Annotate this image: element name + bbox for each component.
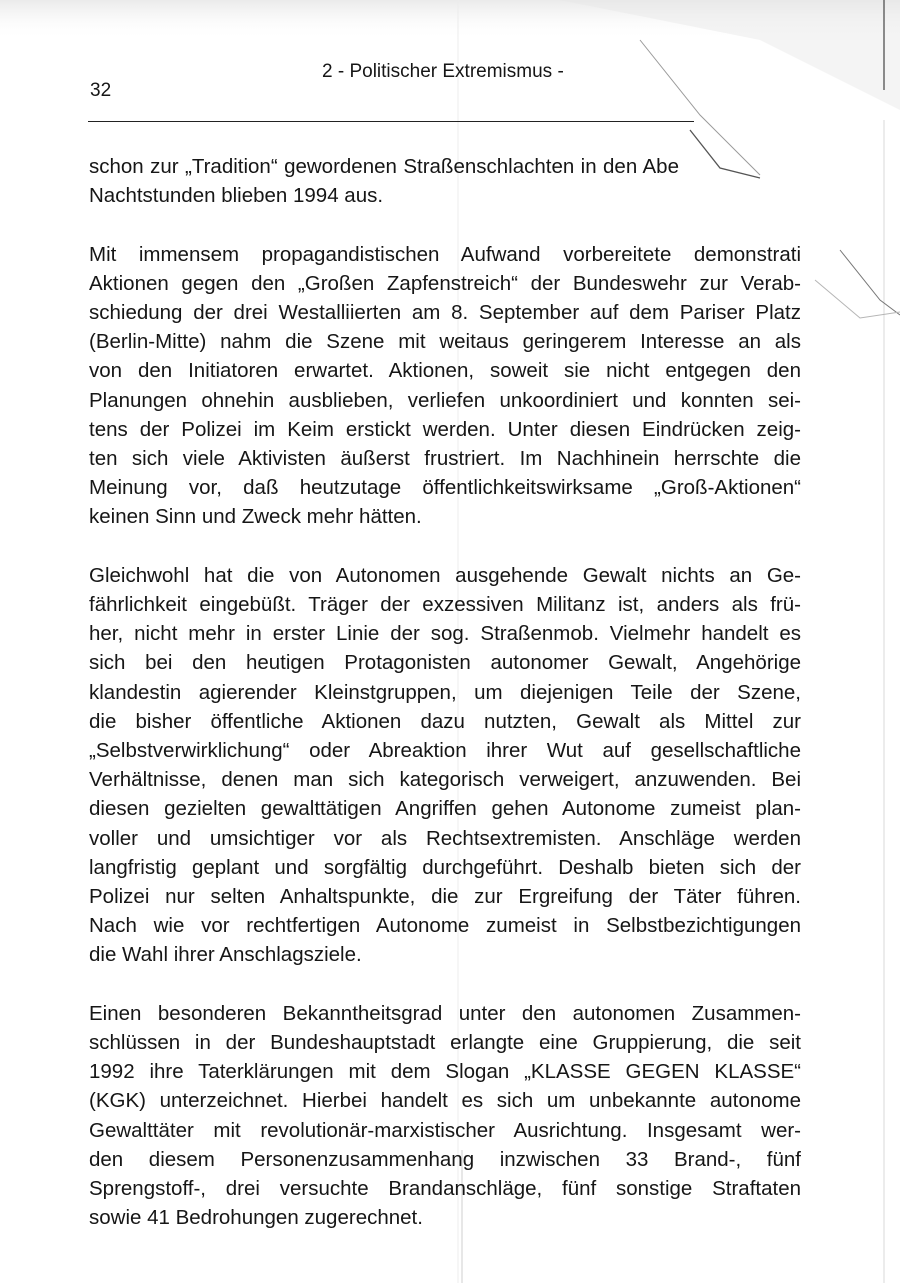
text-line: sowie 41 Bedrohungen zugerechnet.: [89, 1206, 423, 1230]
text-line: tens der Polizei im Keim erstickt werden. Unter diesen Eindrücken zeig-: [89, 417, 801, 441]
header-rule: [88, 121, 694, 122]
text-line: von den Initiatoren erwartet. Aktionen, soweit sie nicht entgegen den: [89, 359, 801, 383]
paragraph: [89, 240, 801, 532]
text-line: Planungen ohnehin ausblieben, verliefen unkoordiniert und konnten sei-: [89, 388, 801, 412]
text-line: Meinung vor, daß heutzutage öffentlichkeitswirksame „Groß-Aktionen“: [89, 476, 801, 500]
text-line: „Selbstverwirklichung“ oder Abreaktion ihrer Wut auf gesellschaftliche: [89, 739, 801, 763]
text-line: schiedung der drei Westalliierten am 8. September auf dem Pariser Platz: [89, 301, 801, 324]
text-line: Gleichwohl hat die von Autonomen ausgehende Gewalt nichts an Ge-: [89, 563, 801, 587]
text-line: Mit immensem propagandistischen Aufwand vorbereitete demonstrati: [89, 242, 801, 266]
text-line: Einen besonderen Bekanntheitsgrad unter den autonomen Zusammen-: [89, 1001, 801, 1025]
paragraph: [89, 561, 801, 970]
text-line: (KGK) unterzeichnet. Hierbei handelt es sich um unbekannte autonome: [89, 1089, 801, 1113]
running-head: 2 - Politischer Extremismus -: [322, 61, 564, 82]
paragraph: [89, 999, 801, 1233]
text-line: Sprengstoff-, drei versuchte Brandanschläge, fünf sonstige Straftaten: [89, 1177, 801, 1201]
text-line: her, nicht mehr in erster Linie der sog. Straßenmob. Vielmehr handelt es: [89, 622, 801, 646]
text-line: sich bei den heutigen Protagonisten autonomer Gewalt, Angehörige: [89, 651, 801, 675]
text-line: Verhältnisse, denen man sich kategorisch verweigert, anzuwenden. Bei: [89, 768, 801, 792]
text-line: (Berlin-Mitte) nahm die Szene mit weitaus geringerem Interesse an als: [89, 330, 801, 354]
text-line: den diesem Personenzusammenhang inzwischen 33 Brand-, fünf: [89, 1147, 801, 1171]
text-line: 1992 ihre Taterklärungen mit dem Slogan „KLASSE GEGEN KLASSE“: [89, 1060, 801, 1084]
text-line: Nach wie vor rechtfertigen Autonome zumeist in Selbstbezichtigungen: [89, 914, 801, 938]
text-line: schon zur „Tradition“ gewordenen Straßenschlachten in den Abe: [89, 155, 679, 178]
paragraph: [89, 152, 801, 210]
text-line: fährlichkeit eingebüßt. Träger der exzessiven Militanz ist, anders als frü-: [89, 593, 801, 617]
text-line: ten sich viele Aktivisten äußerst frustriert. Im Nachhinein herrschte die: [89, 447, 801, 471]
text-line: voller und umsichtiger vor als Rechtsextremisten. Anschläge werden: [89, 826, 801, 850]
text-line: diesen gezielten gewalttätigen Angriffen gehen Autonome zumeist plan-: [89, 797, 801, 821]
text-line: langfristig geplant und sorgfältig durchgeführt. Deshalb bieten sich der: [89, 855, 801, 879]
body-text: [89, 152, 801, 1262]
text-line: schlüssen in der Bundeshauptstadt erlangte eine Gruppierung, die seit: [89, 1031, 801, 1055]
text-line: die bisher öffentliche Aktionen dazu nutzten, Gewalt als Mittel zur: [89, 709, 801, 733]
text-line: Polizei nur selten Anhaltspunkte, die zur Ergreifung der Täter führen.: [89, 885, 801, 909]
text-line: die Wahl ihrer Anschlagsziele.: [89, 943, 362, 967]
text-line: Aktionen gegen den „Großen Zapfenstreich“ der Bundeswehr zur Verab-: [89, 271, 801, 295]
text-line: klandestin agierender Kleinstgruppen, um diejenigen Teile der Szene,: [89, 680, 801, 704]
text-line: keinen Sinn und Zweck mehr hätten.: [89, 505, 422, 529]
text-line: Nachtstunden blieben 1994 aus.: [89, 184, 384, 208]
page-number: 32: [90, 80, 112, 101]
text-line: Gewalttäter mit revolutionär-marxistischer Ausrichtung. Insgesamt wer-: [89, 1118, 801, 1142]
